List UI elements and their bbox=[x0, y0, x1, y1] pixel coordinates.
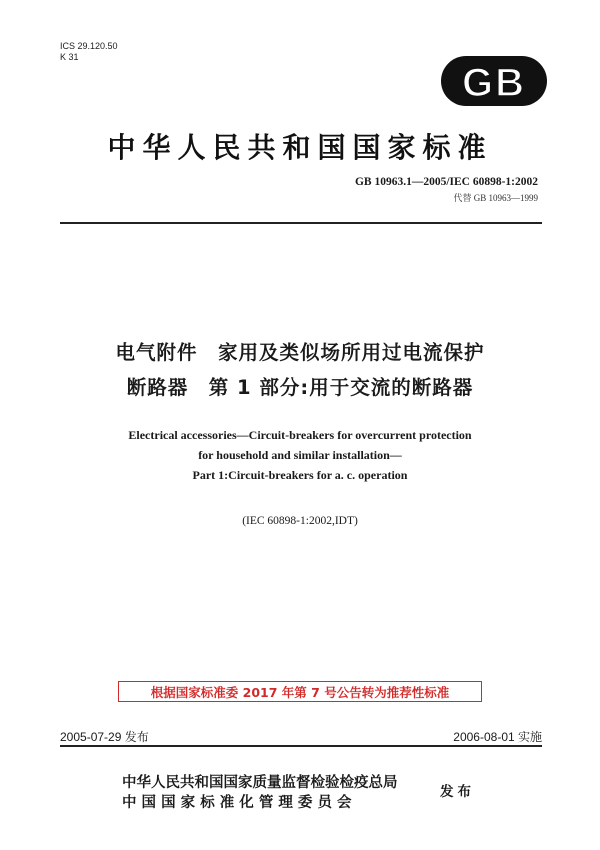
effective-date: 2006-08-01 实施 bbox=[453, 730, 542, 744]
gb-logo-text: GB bbox=[462, 61, 526, 105]
notice-text: 根据国家标准委 2017 年第 7 号公告转为推荐性标准 bbox=[150, 684, 450, 700]
standard-number: GB 10963.1—2005/IEC 60898-1:2002 bbox=[354, 176, 538, 188]
english-title-line-1: Electrical accessories—Circuit-breakers for overcurrent protection bbox=[128, 428, 472, 442]
footer-divider bbox=[60, 745, 542, 747]
publish-label: 发布 bbox=[440, 784, 475, 800]
notice-stamp bbox=[118, 681, 482, 702]
english-title-line-3: Part 1:Circuit-breakers for a. c. operation bbox=[192, 468, 408, 482]
standard-category-title: 中华人民共和国国家标准 bbox=[107, 131, 493, 164]
issuer-line-1: 中华人民共和国国家质量监督检验检疫总局 bbox=[122, 775, 398, 791]
gb-logo bbox=[440, 55, 548, 107]
english-title-line-2: for household and similar installation— bbox=[198, 448, 402, 462]
classification-codes bbox=[60, 41, 118, 63]
chinese-title-line-2: 断路器 第 1 部分:用于交流的断路器 bbox=[126, 376, 474, 399]
header-divider bbox=[60, 222, 542, 224]
issuer-line-2: 中 国 国 家 标 准 化 管 理 委 员 会 bbox=[122, 795, 352, 811]
replaces-standard: 代替 GB 10963—1999 bbox=[453, 193, 538, 203]
ccs-code: K 31 bbox=[60, 52, 79, 62]
equivalence-note: (IEC 60898-1:2002,IDT) bbox=[242, 515, 358, 527]
issue-date: 2005-07-29 发布 bbox=[60, 730, 149, 744]
chinese-title-line-1: 电气附件 家用及类似场所用过电流保护 bbox=[115, 341, 485, 364]
ics-code: ICS 29.120.50 bbox=[60, 41, 118, 51]
